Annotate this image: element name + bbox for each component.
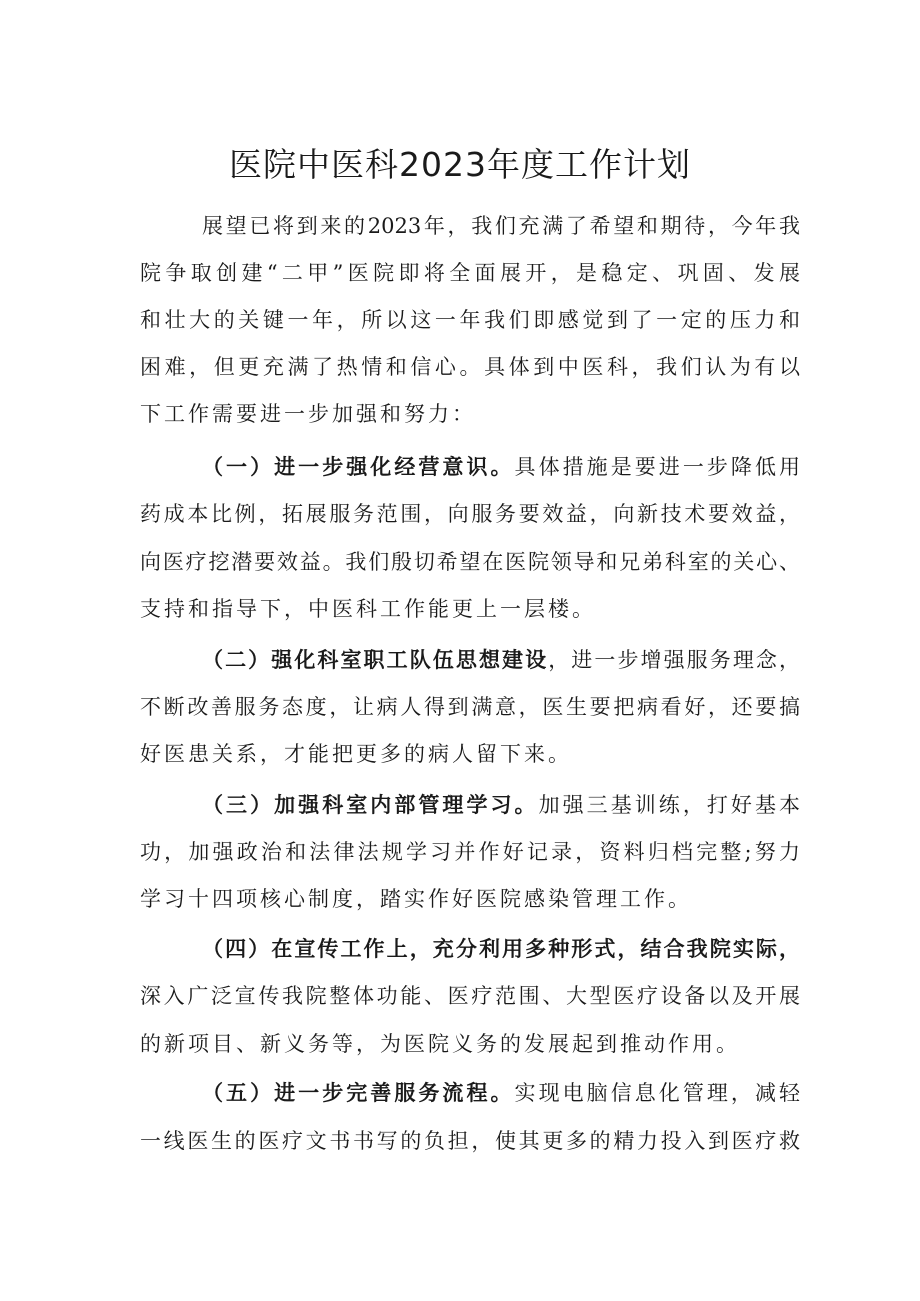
- section-heading: （二）强化科室职工队伍思想建设: [202, 648, 549, 672]
- section-line: 不断改善服务态度，让病人得到满意，医生要把病看好，还要搞: [140, 695, 800, 719]
- section-line: 好医患关系，才能把更多的病人留下来。: [140, 742, 572, 766]
- intro-line: 院争取创建“二甲”医院即将全面展开，是稳定、巩固、发展: [140, 261, 800, 285]
- section-first-line: [140, 452, 800, 482]
- section-heading: （三）加强科室内部管理学习。: [202, 793, 539, 817]
- section-text: 具体措施是要进一步降低用: [514, 455, 801, 479]
- intro-line: 下工作需要进一步加强和努力：: [140, 402, 476, 426]
- document-title: 医院中医科2023年度工作计划: [229, 145, 691, 184]
- section-heading: （四）在宣传工作上，充分利用多种形式，结合我院实际，: [202, 937, 800, 961]
- section-line: 向医疗挖潜要效益。我们殷切希望在医院领导和兄弟科室的关心、: [140, 550, 800, 574]
- section-first-line: [140, 1078, 800, 1108]
- section-first-line: [140, 934, 800, 964]
- section-heading: （五）进一步完善服务流程。: [202, 1081, 515, 1105]
- section-line: 一线医生的医疗文书书写的负担，使其更多的精力投入到医疗救: [140, 1129, 800, 1153]
- intro-line: 和壮大的关键一年，所以这一年我们即感觉到了一定的压力和: [140, 308, 800, 332]
- intro-line: 展望已将到来的2023年，我们充满了希望和期待，今年我: [202, 214, 800, 238]
- section-text: 加强三基训练，打好基本: [538, 793, 801, 817]
- section-line: 药成本比例，拓展服务范围，向服务要效益，向新技术要效益，: [140, 502, 800, 526]
- section-heading: （一）进一步强化经营意识。: [202, 455, 515, 479]
- section-line: 功，加强政治和法律法规学习并作好记录，资料归档完整;努力: [140, 840, 800, 864]
- section-text: 实现电脑信息化管理，减轻: [514, 1081, 801, 1105]
- section-line: 学习十四项核心制度，踏实作好医院感染管理工作。: [140, 887, 692, 911]
- section-line: 的新项目、新义务等，为医院义务的发展起到推动作用。: [140, 1032, 740, 1056]
- section-first-line: [140, 645, 800, 675]
- intro-line: 困难，但更充满了热情和信心。具体到中医科，我们认为有以: [140, 355, 800, 379]
- section-line: 支持和指导下，中医科工作能更上一层楼。: [140, 597, 596, 621]
- section-first-line: [140, 790, 800, 820]
- section-line: 深入广泛宣传我院整体功能、医疗范围、大型医疗设备以及开展: [140, 984, 800, 1008]
- section-text: ，进一步增强服务理念，: [548, 648, 801, 672]
